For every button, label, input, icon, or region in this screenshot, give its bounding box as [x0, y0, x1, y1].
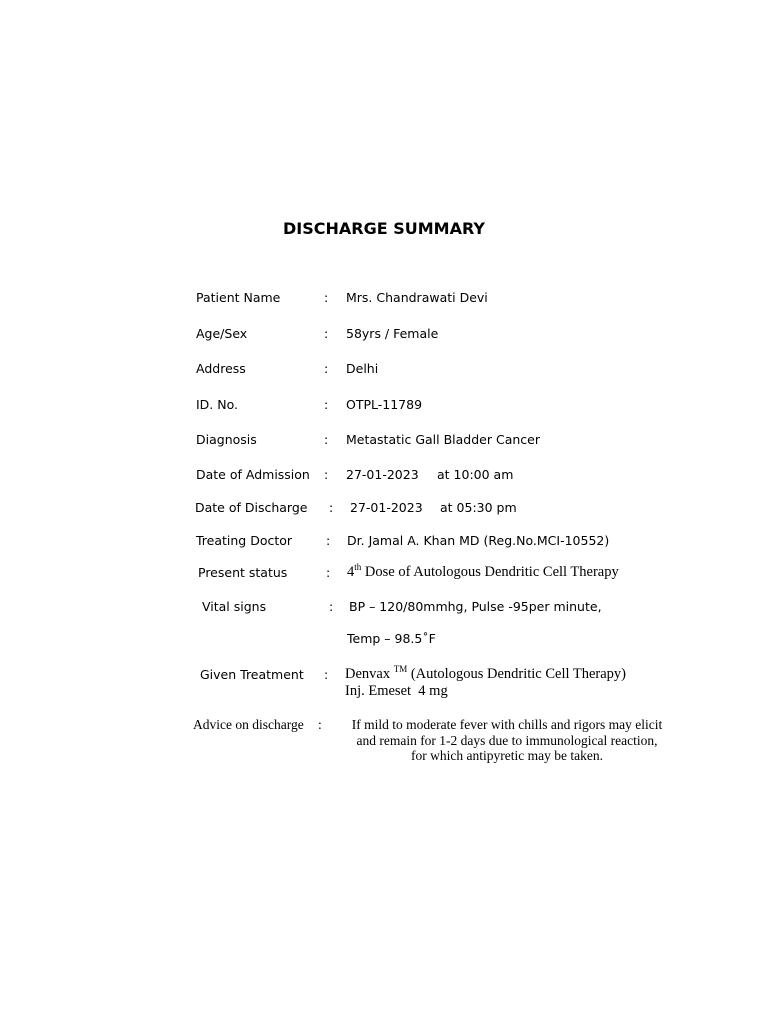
field-label: Date of Discharge — [195, 500, 308, 515]
advice-line: for which antipyretic may be taken. — [411, 748, 603, 763]
field-colon: : — [318, 717, 322, 732]
field-colon: : — [324, 290, 329, 305]
field-value: Mrs. Chandrawati Devi — [346, 290, 488, 305]
discharge-date: 27-01-2023 — [350, 500, 423, 515]
field-colon: : — [329, 599, 334, 614]
field-label: Given Treatment — [200, 667, 304, 682]
field-label: Present status — [198, 565, 288, 580]
discharge-time: at 05:30 pm — [440, 500, 517, 515]
field-label: Diagnosis — [196, 432, 257, 447]
field-colon: : — [324, 397, 329, 412]
field-label: Patient Name — [196, 290, 281, 305]
field-value: Metastatic Gall Bladder Cancer — [346, 432, 540, 447]
field-colon: : — [326, 565, 331, 580]
dose-description: Dose of Autologous Dendritic Cell Therapy — [361, 564, 619, 580]
dose-ordinal-suffix: th — [354, 562, 362, 572]
field-label: Age/Sex — [196, 326, 248, 341]
field-label: Date of Admission — [196, 467, 310, 482]
field-colon: : — [329, 500, 334, 515]
treatment-description: (Autologous Dendritic Cell Therapy) — [407, 666, 627, 682]
admission-time: at 10:00 am — [437, 467, 514, 482]
vital-signs-line-1: BP – 120/80mmhg, Pulse -95per minute, — [349, 599, 602, 614]
given-treatment-line-2: Inj. Emeset 4 mg — [345, 683, 448, 699]
field-colon: : — [326, 533, 331, 548]
document-title: DISCHARGE SUMMARY — [283, 219, 485, 238]
field-colon: : — [324, 667, 329, 682]
field-label: Vital signs — [202, 599, 267, 614]
field-value: Dr. Jamal A. Khan MD (Reg.No.MCI-10552) — [347, 533, 610, 548]
present-status-value — [347, 564, 619, 581]
field-value: 58yrs / Female — [346, 326, 439, 341]
advice-line: If mild to moderate fever with chills and rigors may elicit — [351, 717, 663, 732]
field-label: Treating Doctor — [196, 533, 293, 548]
field-label: Advice on discharge — [193, 717, 304, 732]
treatment-brand: Denvax — [345, 666, 394, 682]
given-treatment-line-1 — [345, 666, 626, 683]
advice-text — [330, 717, 684, 764]
field-colon: : — [324, 361, 329, 376]
field-colon: : — [324, 467, 329, 482]
admission-date: 27-01-2023 — [346, 467, 419, 482]
vital-signs-line-2: Temp – 98.5˚F — [347, 631, 436, 646]
dose-number: 4 — [347, 564, 355, 580]
field-label: Address — [196, 361, 246, 376]
field-colon: : — [324, 432, 329, 447]
advice-line: and remain for 1-2 days due to immunological reaction, — [356, 732, 658, 748]
field-label: ID. No. — [196, 397, 239, 412]
field-value: OTPL-11789 — [346, 397, 423, 412]
field-colon: : — [324, 326, 329, 341]
field-value: Delhi — [346, 361, 379, 376]
trademark-mark: TM — [393, 664, 408, 674]
